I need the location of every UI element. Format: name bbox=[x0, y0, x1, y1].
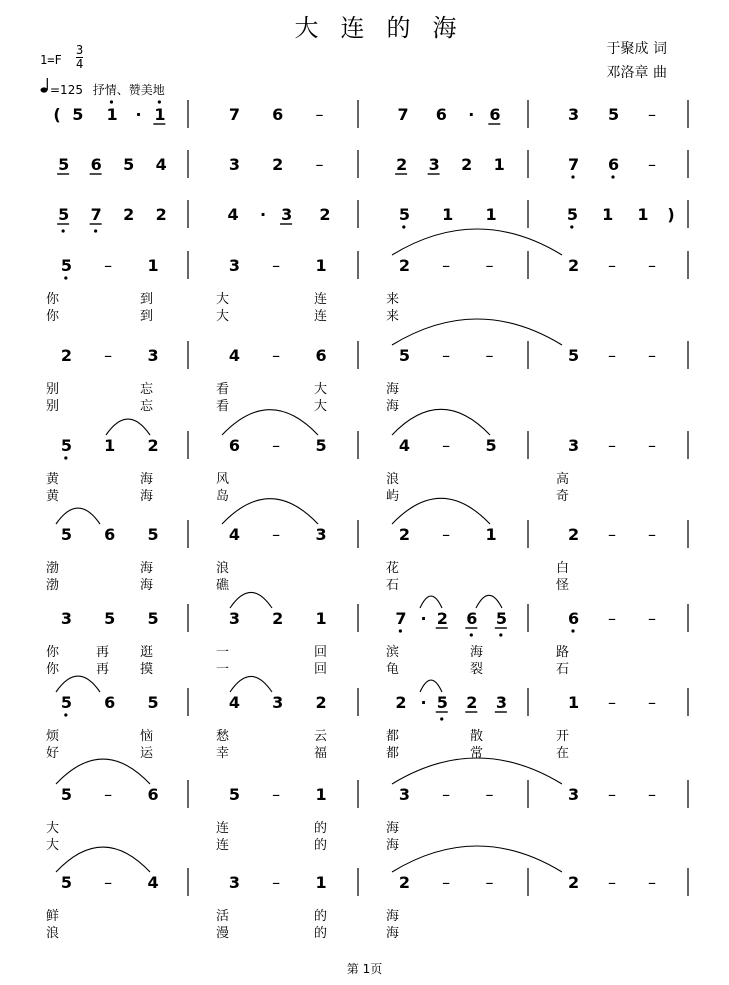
dash-note: – bbox=[442, 436, 451, 455]
dash-note: – bbox=[485, 785, 494, 804]
note: 1 bbox=[485, 525, 497, 544]
octave-dot-below bbox=[64, 456, 67, 459]
note: 5 bbox=[104, 609, 116, 628]
lyric-char: 看 bbox=[216, 399, 230, 414]
lyric-char: 散 bbox=[470, 729, 484, 744]
note: 1 bbox=[568, 693, 580, 712]
lyric-char: 怪 bbox=[556, 578, 570, 593]
note: 6 bbox=[272, 105, 284, 124]
lyric-char: 海 bbox=[386, 399, 400, 414]
note: 2 bbox=[568, 873, 580, 892]
note: 5 bbox=[608, 105, 620, 124]
lyric-char: 忘 bbox=[140, 399, 154, 414]
lyric-char: 大 bbox=[216, 309, 230, 324]
lyric-char: 你 bbox=[46, 292, 60, 307]
dash-note: – bbox=[648, 256, 656, 275]
note: 5 bbox=[398, 346, 410, 365]
dash-note: – bbox=[272, 873, 281, 892]
note: 6 bbox=[568, 609, 580, 628]
key-signature: 1=F bbox=[40, 53, 62, 67]
note: 1 bbox=[637, 205, 649, 224]
lyric-char: 滨 bbox=[386, 645, 400, 660]
lyric-char: 高 bbox=[556, 472, 570, 487]
note: 3 bbox=[272, 693, 284, 712]
note: 4 bbox=[155, 155, 167, 174]
lyric-char: 回 bbox=[314, 645, 328, 660]
note: 6 bbox=[489, 105, 501, 124]
dash-note: – bbox=[608, 609, 616, 628]
note: 2 bbox=[147, 436, 159, 455]
lyric-char: 都 bbox=[386, 746, 400, 761]
octave-dot-above bbox=[158, 100, 161, 103]
dash-note: – bbox=[608, 873, 616, 892]
note: 6 bbox=[435, 105, 447, 124]
lyric-char: 裂 bbox=[470, 662, 484, 677]
lyric-char: 再 bbox=[96, 645, 110, 660]
note: 4 bbox=[147, 873, 159, 892]
dash-note: – bbox=[442, 525, 451, 544]
lyric-char: 海 bbox=[386, 926, 400, 941]
note: 3 bbox=[495, 693, 507, 712]
dash-note: – bbox=[104, 785, 113, 804]
octave-dot-below bbox=[611, 175, 614, 178]
octave-dot-below bbox=[499, 633, 502, 636]
lyric-char: 连 bbox=[216, 838, 230, 853]
note: 5 bbox=[568, 346, 580, 365]
dash-note: – bbox=[485, 256, 494, 275]
dash-note: – bbox=[442, 256, 451, 275]
octave-dot-below bbox=[94, 229, 97, 232]
note: 2 bbox=[60, 346, 72, 365]
note: 5 bbox=[566, 205, 578, 224]
expression-text: 抒情、赞美地 bbox=[92, 83, 165, 97]
note: 1 bbox=[493, 155, 505, 174]
note: 5 bbox=[228, 785, 240, 804]
dash-note: – bbox=[272, 525, 281, 544]
lyric-char: 白 bbox=[556, 561, 570, 576]
note: 5 bbox=[147, 693, 159, 712]
note: 1 bbox=[315, 873, 327, 892]
dash-note: – bbox=[442, 785, 451, 804]
lyric-char: 的 bbox=[314, 838, 328, 853]
lyric-char: 礁 bbox=[216, 578, 230, 593]
note: · bbox=[135, 105, 142, 124]
note: 2 bbox=[315, 693, 327, 712]
dash-note: – bbox=[485, 873, 494, 892]
lyric-char: 别 bbox=[46, 399, 60, 414]
dash-note: – bbox=[648, 155, 656, 174]
lyric-char: 恼 bbox=[140, 729, 154, 744]
note: 5 bbox=[72, 105, 84, 124]
note: 3 bbox=[228, 873, 240, 892]
dash-note: – bbox=[648, 785, 656, 804]
dash-note: – bbox=[104, 256, 113, 275]
lyric-char: 云 bbox=[314, 729, 328, 744]
note: 4 bbox=[398, 436, 410, 455]
dash-note: – bbox=[648, 609, 656, 628]
note: 3 bbox=[228, 155, 240, 174]
note: 3 bbox=[228, 256, 240, 275]
dash-note: – bbox=[104, 873, 113, 892]
lyric-char: 海 bbox=[386, 909, 400, 924]
note: 5 bbox=[58, 205, 70, 224]
dash-note: – bbox=[608, 785, 616, 804]
note: 5 bbox=[123, 155, 135, 174]
note: 7 bbox=[397, 105, 409, 124]
note: ) bbox=[667, 205, 675, 224]
note: 2 bbox=[272, 155, 284, 174]
lyric-char: 回 bbox=[314, 662, 328, 677]
note: 2 bbox=[272, 609, 284, 628]
lyric-char: 运 bbox=[140, 746, 154, 761]
lyric-char: 大 bbox=[216, 292, 230, 307]
note: 1 bbox=[154, 105, 166, 124]
note: 6 bbox=[466, 609, 478, 628]
lyric-char: 你 bbox=[46, 645, 60, 660]
lyric-char: 福 bbox=[314, 746, 328, 761]
dash-note: – bbox=[608, 436, 616, 455]
note: 2 bbox=[436, 609, 448, 628]
note: 5 bbox=[60, 256, 72, 275]
lyric-char: 龟 bbox=[386, 662, 400, 677]
note: 2 bbox=[398, 525, 410, 544]
lyric-char: 浪 bbox=[46, 926, 60, 941]
note: · bbox=[420, 693, 427, 712]
lyric-char: 摸 bbox=[140, 662, 154, 677]
dash-note: – bbox=[272, 256, 281, 275]
lyric-char: 黄 bbox=[46, 489, 60, 504]
lyric-char: 再 bbox=[96, 662, 110, 677]
octave-dot-below bbox=[402, 225, 405, 228]
note: 6 bbox=[104, 525, 116, 544]
octave-dot-below bbox=[470, 633, 473, 636]
note: 6 bbox=[90, 155, 102, 174]
note: 2 bbox=[466, 693, 478, 712]
dash-note: – bbox=[272, 436, 281, 455]
note: 1 bbox=[315, 609, 327, 628]
lyric-char: 浪 bbox=[386, 472, 400, 487]
slur-arc bbox=[392, 498, 490, 524]
octave-dot-below bbox=[399, 629, 402, 632]
lyric-char: 风 bbox=[216, 472, 230, 487]
note: 1 bbox=[485, 205, 497, 224]
note: 5 bbox=[60, 873, 72, 892]
lyric-char: 烦 bbox=[46, 729, 60, 744]
note: 2 bbox=[568, 525, 580, 544]
lyric-char: 别 bbox=[46, 382, 60, 397]
dash-note: – bbox=[648, 873, 656, 892]
octave-dot-below bbox=[64, 276, 67, 279]
note: ( bbox=[53, 105, 61, 124]
dash-note: – bbox=[608, 346, 616, 365]
slur-arc bbox=[222, 410, 318, 435]
lyric-char: 石 bbox=[556, 662, 570, 677]
octave-dot-below bbox=[570, 225, 573, 228]
octave-dot-below bbox=[571, 629, 574, 632]
dash-note: – bbox=[608, 256, 616, 275]
lyric-char: 逛 bbox=[140, 645, 154, 660]
lyric-char: 海 bbox=[140, 561, 154, 576]
slur-arc bbox=[392, 229, 562, 255]
slur-arc bbox=[56, 759, 150, 784]
note: 5 bbox=[495, 609, 507, 628]
note: 7 bbox=[228, 105, 240, 124]
note: 6 bbox=[147, 785, 159, 804]
lyric-char: 一 bbox=[216, 662, 230, 677]
page-number: 第 1页 bbox=[346, 962, 383, 976]
lyric-char: 浪 bbox=[216, 561, 230, 576]
lyric-char: 海 bbox=[140, 578, 154, 593]
lyric-char: 海 bbox=[140, 489, 154, 504]
note: 3 bbox=[60, 609, 72, 628]
lyric-char: 海 bbox=[386, 821, 400, 836]
slur-arc bbox=[56, 508, 100, 524]
lyric-char: 连 bbox=[314, 292, 328, 307]
note: 2 bbox=[398, 256, 410, 275]
lyric-char: 来 bbox=[386, 292, 400, 307]
octave-dot-below bbox=[62, 229, 65, 232]
note: 3 bbox=[147, 346, 159, 365]
lyric-char: 一 bbox=[216, 645, 230, 660]
dash-note: – bbox=[648, 525, 656, 544]
dash-note: – bbox=[608, 693, 616, 712]
dash-note: – bbox=[485, 346, 494, 365]
lyric-char: 奇 bbox=[556, 489, 570, 504]
note: 1 bbox=[442, 205, 454, 224]
note: 4 bbox=[228, 693, 240, 712]
note: 5 bbox=[315, 436, 327, 455]
dash-note: – bbox=[608, 525, 616, 544]
lyric-char: 大 bbox=[314, 399, 328, 414]
note: 3 bbox=[398, 785, 410, 804]
note: 4 bbox=[228, 346, 240, 365]
note: 3 bbox=[315, 525, 327, 544]
slur-arc bbox=[392, 846, 562, 872]
slur-arc bbox=[106, 419, 150, 435]
octave-dot-below bbox=[440, 717, 443, 720]
song-title: 大连的海 bbox=[294, 14, 479, 42]
tempo-value: =125 bbox=[50, 83, 83, 97]
lyric-char: 常 bbox=[470, 746, 484, 761]
time-signature-bottom: 4 bbox=[76, 57, 84, 71]
note: 5 bbox=[147, 525, 159, 544]
note: 1 bbox=[147, 256, 159, 275]
lyric-char: 连 bbox=[314, 309, 328, 324]
octave-dot-below bbox=[571, 175, 574, 178]
note: 4 bbox=[228, 525, 240, 544]
composer-credit: 邓洛章 曲 bbox=[606, 65, 667, 81]
octave-dot-above bbox=[110, 100, 113, 103]
note: · bbox=[468, 105, 475, 124]
lyric-char: 渤 bbox=[46, 561, 60, 576]
note: 3 bbox=[281, 205, 293, 224]
note: 7 bbox=[90, 205, 102, 224]
dash-note: – bbox=[648, 436, 656, 455]
lyric-char: 漫 bbox=[216, 926, 230, 941]
note: 5 bbox=[58, 155, 70, 174]
lyric-char: 活 bbox=[216, 909, 230, 924]
slur-arc bbox=[392, 409, 490, 435]
note: 1 bbox=[104, 436, 116, 455]
note: 3 bbox=[568, 105, 580, 124]
note: 2 bbox=[319, 205, 331, 224]
slur-arc bbox=[56, 676, 100, 692]
note: · bbox=[420, 609, 427, 628]
note: 7 bbox=[568, 155, 580, 174]
lyric-char: 海 bbox=[386, 838, 400, 853]
note: 5 bbox=[60, 525, 72, 544]
slur-arc bbox=[56, 847, 150, 872]
lyric-char: 海 bbox=[386, 382, 400, 397]
note: 2 bbox=[395, 693, 407, 712]
note: 5 bbox=[60, 785, 72, 804]
slur-arc bbox=[420, 680, 442, 692]
lyric-char: 连 bbox=[216, 821, 230, 836]
note: 2 bbox=[123, 205, 135, 224]
note: 2 bbox=[396, 155, 408, 174]
lyric-char: 到 bbox=[140, 292, 154, 307]
lyric-char: 海 bbox=[470, 645, 484, 660]
slur-arc bbox=[420, 596, 442, 608]
note: 1 bbox=[106, 105, 118, 124]
lyric-char: 黄 bbox=[46, 472, 60, 487]
dash-note: – bbox=[315, 155, 324, 174]
lyric-char: 鲜 bbox=[46, 909, 60, 924]
dash-note: – bbox=[272, 785, 281, 804]
note: 6 bbox=[228, 436, 240, 455]
lyric-char: 在 bbox=[556, 746, 570, 761]
lyricist-credit: 于聚成 词 bbox=[606, 41, 667, 57]
dash-note: – bbox=[315, 105, 324, 124]
note: 1 bbox=[315, 785, 327, 804]
lyric-char: 岛 bbox=[216, 489, 230, 504]
note: 5 bbox=[147, 609, 159, 628]
time-signature-top: 3 bbox=[76, 43, 84, 57]
note: 7 bbox=[395, 609, 407, 628]
lyric-char: 看 bbox=[216, 382, 230, 397]
lyric-char: 的 bbox=[314, 909, 328, 924]
lyric-char: 的 bbox=[314, 821, 328, 836]
lyric-char: 好 bbox=[46, 746, 60, 761]
slur-arc bbox=[392, 758, 562, 784]
note: 1 bbox=[315, 256, 327, 275]
note: 5 bbox=[398, 205, 410, 224]
lyric-char: 到 bbox=[140, 309, 154, 324]
note: 5 bbox=[436, 693, 448, 712]
slur-arc bbox=[230, 676, 272, 692]
lyric-char: 大 bbox=[46, 838, 60, 853]
lyric-char: 幸 bbox=[216, 746, 230, 761]
slur-arc bbox=[392, 319, 562, 345]
note: 6 bbox=[315, 346, 327, 365]
note: 6 bbox=[104, 693, 116, 712]
lyric-char: 大 bbox=[46, 821, 60, 836]
lyric-char: 愁 bbox=[216, 729, 230, 744]
slur-arc bbox=[476, 595, 502, 608]
dash-note: – bbox=[442, 873, 451, 892]
dash-note: – bbox=[648, 105, 656, 124]
lyric-char: 海 bbox=[140, 472, 154, 487]
note: 2 bbox=[398, 873, 410, 892]
lyric-char: 路 bbox=[556, 645, 570, 660]
note: 4 bbox=[227, 205, 239, 224]
dash-note: – bbox=[648, 346, 656, 365]
note: 3 bbox=[568, 436, 580, 455]
dash-note: – bbox=[442, 346, 451, 365]
dash-note: – bbox=[272, 346, 281, 365]
note: 1 bbox=[602, 205, 614, 224]
note: 5 bbox=[60, 693, 72, 712]
note: 3 bbox=[228, 609, 240, 628]
note: 2 bbox=[461, 155, 473, 174]
lyric-char: 开 bbox=[556, 729, 570, 744]
lyric-char: 大 bbox=[314, 382, 328, 397]
lyric-char: 你 bbox=[46, 309, 60, 324]
note: 3 bbox=[428, 155, 440, 174]
note: 5 bbox=[485, 436, 497, 455]
note: 3 bbox=[568, 785, 580, 804]
dash-note: – bbox=[104, 346, 113, 365]
note: 2 bbox=[568, 256, 580, 275]
lyric-char: 的 bbox=[314, 926, 328, 941]
lyric-char: 都 bbox=[386, 729, 400, 744]
note: · bbox=[260, 205, 267, 224]
lyric-char: 忘 bbox=[140, 382, 154, 397]
octave-dot-below bbox=[64, 713, 67, 716]
slur-arc bbox=[222, 499, 318, 524]
lyric-char: 屿 bbox=[386, 489, 400, 504]
lyric-char: 花 bbox=[386, 561, 400, 576]
lyric-char: 你 bbox=[46, 662, 60, 677]
note: 5 bbox=[60, 436, 72, 455]
lyric-char: 来 bbox=[386, 309, 400, 324]
lyric-char: 石 bbox=[386, 578, 400, 593]
note: 2 bbox=[155, 205, 167, 224]
slur-arc bbox=[230, 592, 272, 608]
dash-note: – bbox=[648, 693, 656, 712]
note: 6 bbox=[608, 155, 620, 174]
lyric-char: 渤 bbox=[46, 578, 60, 593]
